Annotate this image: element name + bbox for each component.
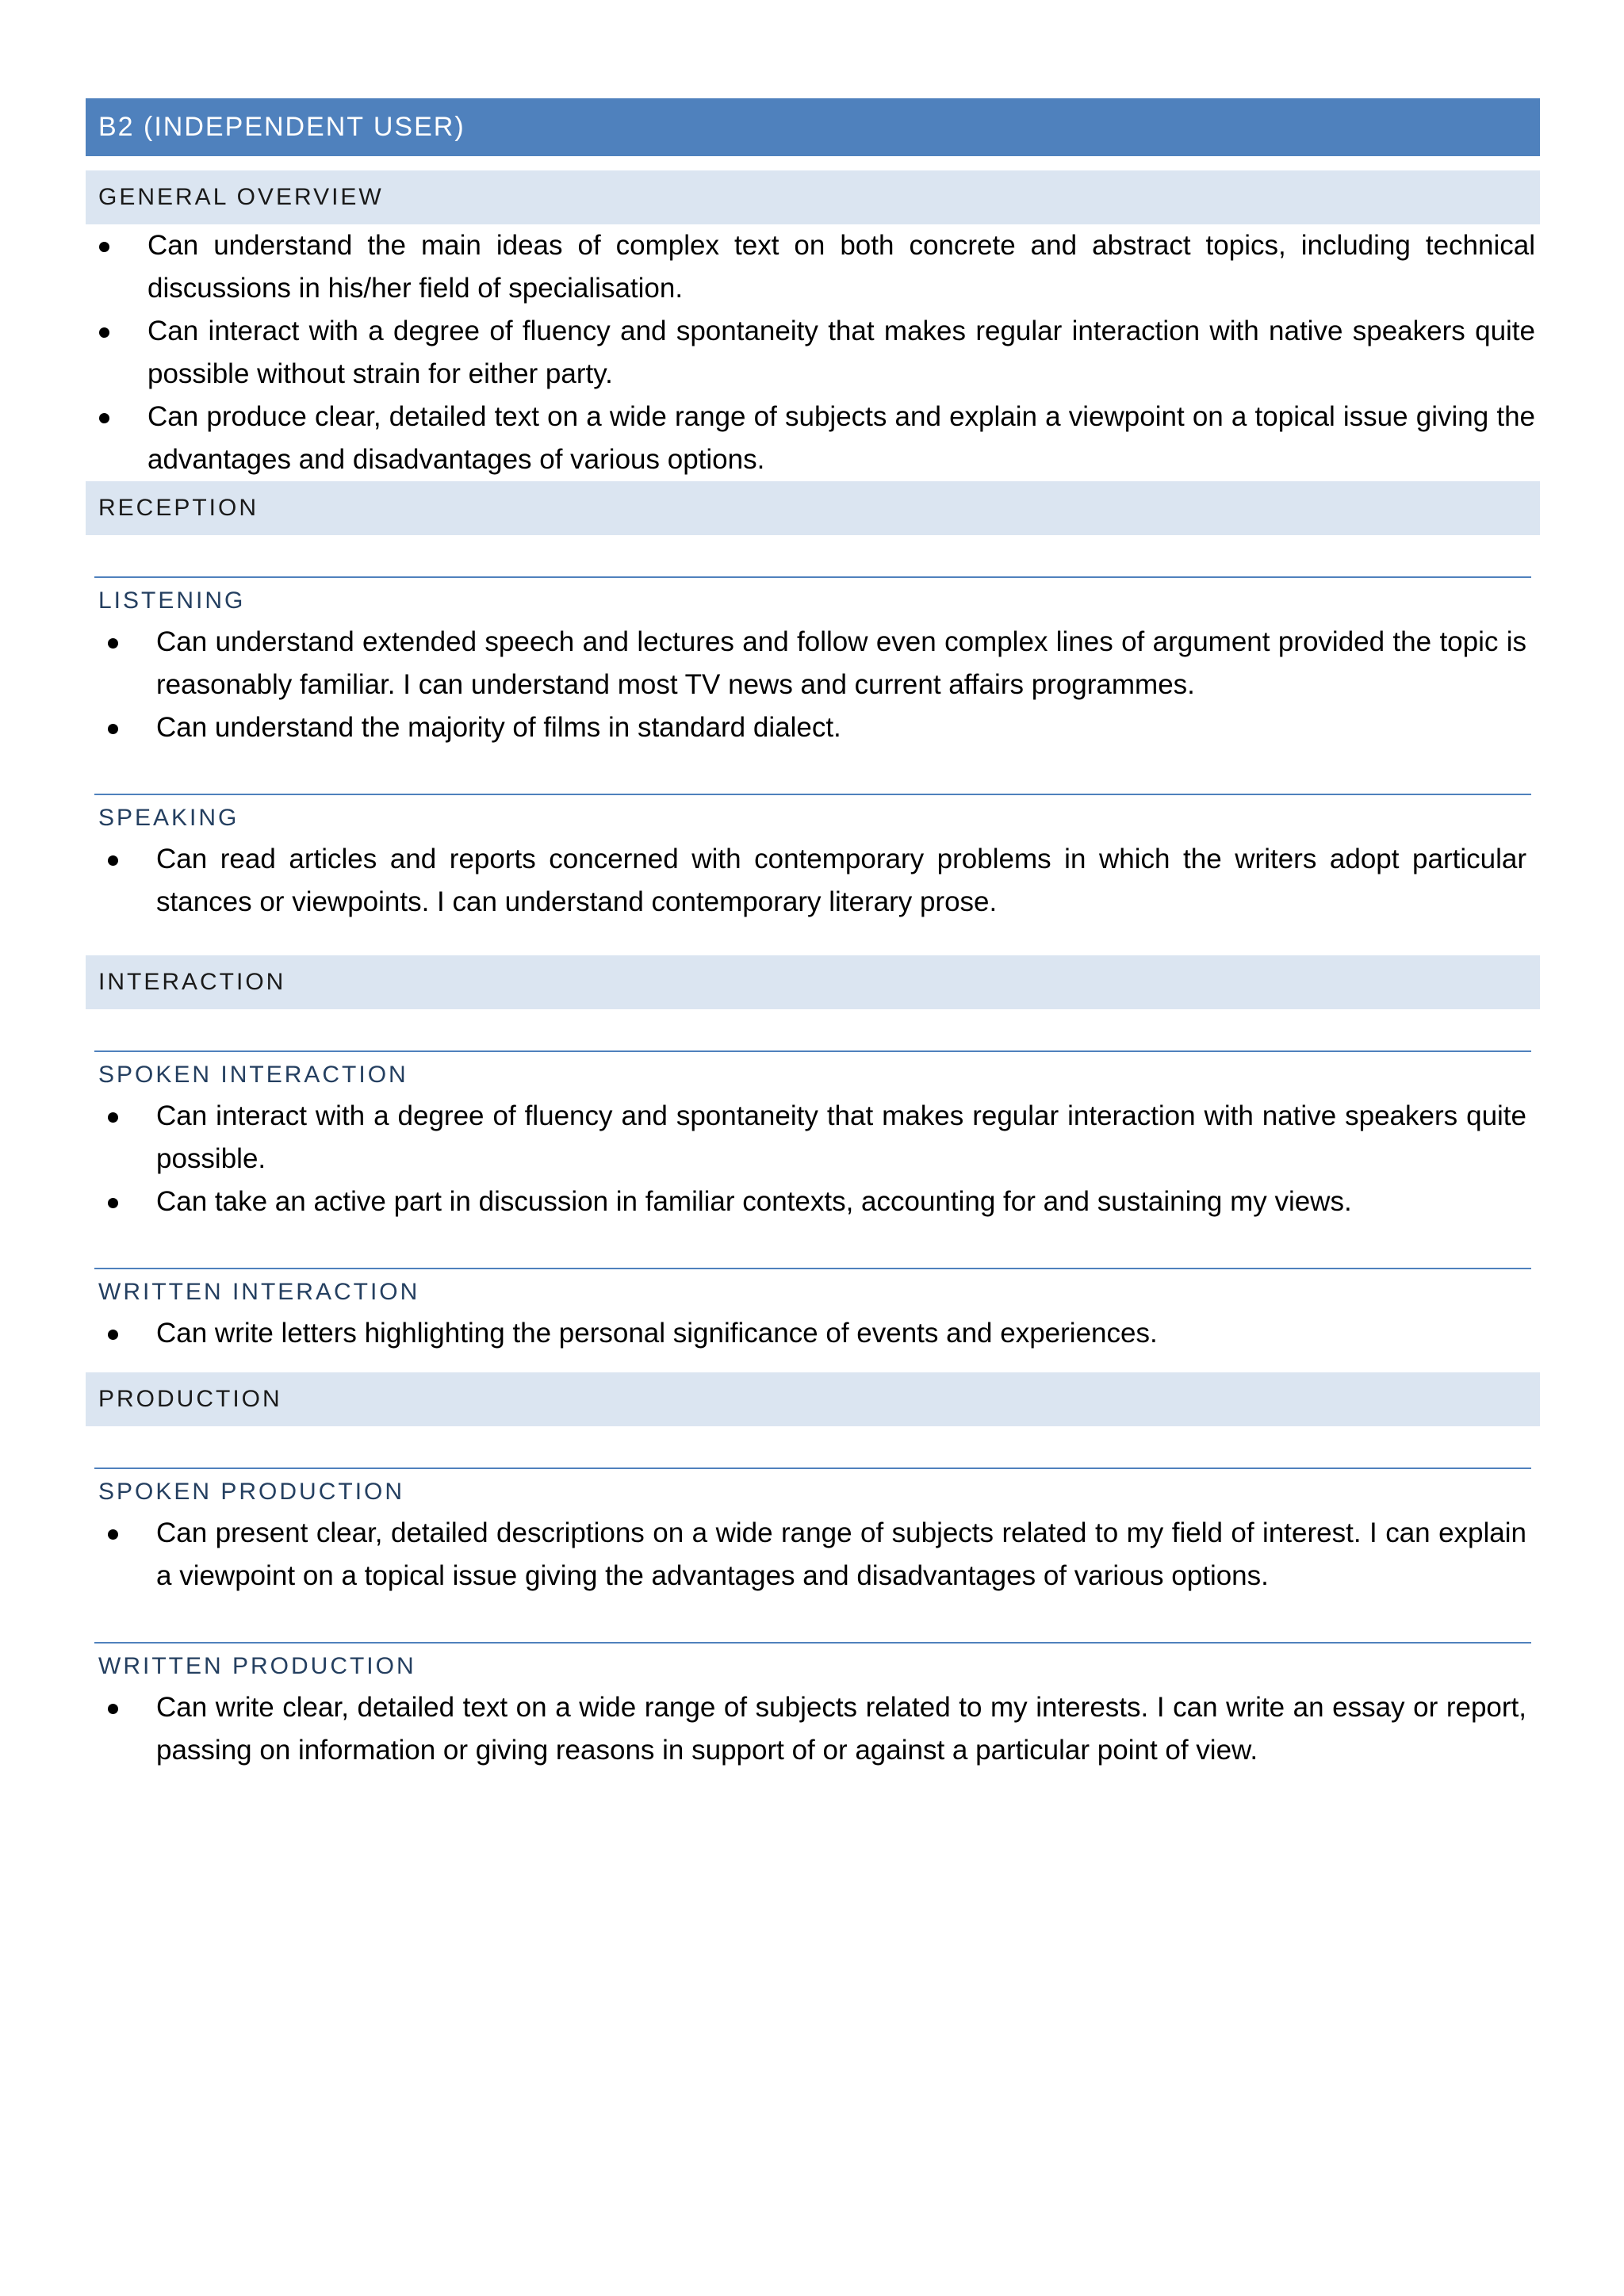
subsection-title: WRITTEN PRODUCTION — [98, 1653, 416, 1679]
section-title: PRODUCTION — [98, 1386, 282, 1412]
cv-language-page — [86, 98, 1540, 1772]
list-item: Can interact with a degree of fluency and spontaneity that makes regular interaction with native speakers quite possible without strain for either party. — [86, 310, 1540, 396]
subsection-written-interaction — [94, 1268, 1531, 1355]
subsection-speaking — [94, 794, 1531, 924]
listening-list — [94, 621, 1531, 749]
bullet-icon — [108, 855, 118, 866]
subsection-title: SPOKEN PRODUCTION — [98, 1479, 405, 1505]
written-production-list — [94, 1686, 1531, 1772]
section-title: INTERACTION — [98, 969, 286, 995]
level-header — [86, 98, 1540, 156]
section-band-general-overview — [86, 170, 1540, 224]
list-item: Can understand extended speech and lectures and follow even complex lines of argument provided the topic is reasonably familiar. I can understand most TV news and current affairs programmes. — [94, 621, 1531, 706]
level-title: B2 (INDEPENDENT USER) — [98, 112, 465, 142]
bullet-icon — [108, 1112, 118, 1123]
bullet-icon — [108, 1198, 118, 1208]
section-band-interaction — [86, 955, 1540, 1009]
subsection-spoken-interaction — [94, 1050, 1531, 1223]
subsection-spoken-production — [94, 1468, 1531, 1598]
subsection-title: WRITTEN INTERACTION — [98, 1279, 420, 1305]
bullet-icon — [108, 724, 118, 734]
list-item: Can interact with a degree of fluency and spontaneity that makes regular interaction with native speakers quite possible. — [94, 1095, 1531, 1181]
list-item: Can understand the main ideas of complex text on both concrete and abstract topics, including technical discussions in his/her field of specialisation. — [86, 224, 1540, 310]
spoken-production-list — [94, 1512, 1531, 1598]
subsection-listening — [94, 576, 1531, 749]
bullet-icon — [108, 1330, 118, 1340]
list-item: Can understand the majority of films in standard dialect. — [94, 706, 1531, 749]
section-title: GENERAL OVERVIEW — [98, 184, 384, 210]
spoken-interaction-list — [94, 1095, 1531, 1223]
bullet-icon — [99, 242, 109, 252]
list-item: Can take an active part in discussion in familiar contexts, accounting for and sustaining my views. — [94, 1181, 1531, 1223]
general-overview-list — [86, 224, 1540, 481]
section-title: RECEPTION — [98, 495, 259, 521]
bullet-icon — [108, 1704, 118, 1714]
list-item: Can present clear, detailed descriptions on a wide range of subjects related to my field of interest. I can explain a viewpoint on a topical issue giving the advantages and disadvantages of various options. — [94, 1512, 1531, 1598]
subsection-written-production — [94, 1642, 1531, 1772]
speaking-list — [94, 838, 1531, 924]
list-item: Can produce clear, detailed text on a wide range of subjects and explain a viewpoint on a topical issue giving the advantages and disadvantages of various options. — [86, 396, 1540, 481]
bullet-icon — [108, 1529, 118, 1540]
list-item: Can read articles and reports concerned with contemporary problems in which the writers adopt particular stances or viewpoints. I can understand contemporary literary prose. — [94, 838, 1531, 924]
bullet-icon — [99, 413, 109, 423]
subsection-title: LISTENING — [98, 587, 246, 614]
subsection-title: SPEAKING — [98, 805, 239, 831]
subsection-title: SPOKEN INTERACTION — [98, 1062, 408, 1088]
bullet-icon — [108, 638, 118, 649]
bullet-icon — [99, 327, 109, 338]
list-item: Can write letters highlighting the personal significance of events and experiences. — [94, 1312, 1531, 1355]
written-interaction-list — [94, 1312, 1531, 1355]
section-band-production — [86, 1372, 1540, 1426]
list-item: Can write clear, detailed text on a wide range of subjects related to my interests. I can write an essay or report, passing on information or giving reasons in support of or against a particular point of view. — [94, 1686, 1531, 1772]
section-band-reception — [86, 481, 1540, 535]
